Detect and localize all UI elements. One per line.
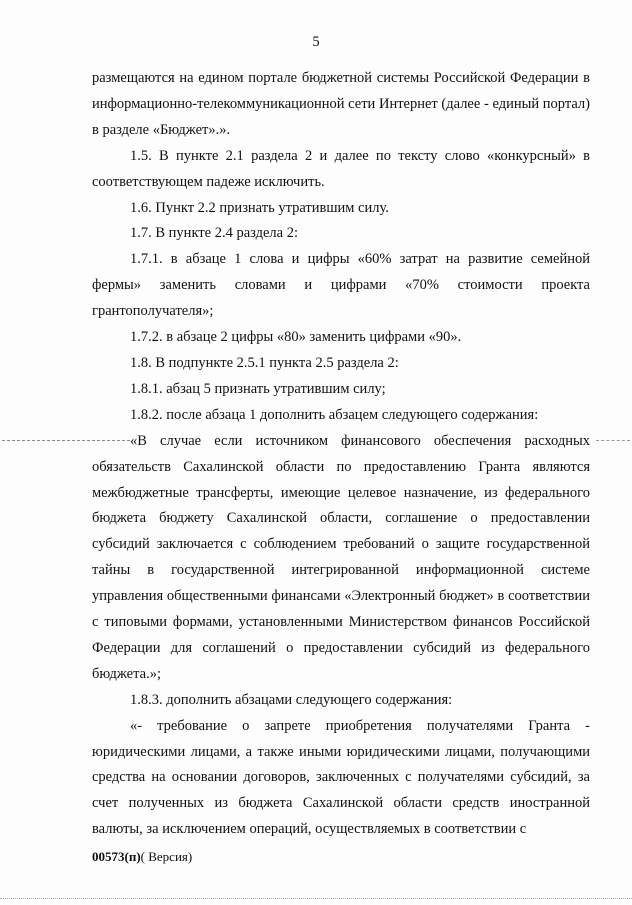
paragraph: размещаются на едином портале бюджетной системы Российской Федерации в информационно-телекоммуникационной сети Интернет (далее - единый портал) в разделе «Бюджет».». xyxy=(92,70,590,138)
paragraph: «В случае если источником финансового обеспечения расходных обязательств Сахалинской области по предоставлению Гранта являются межбюджетные трансферты, имеющие целевое назначение, из федерального бюджета бюджету Сахалинской области, соглашение о предоставлении субсидий заключается с соблюдением требований о защите государственной тайны в государственной интегрированной информационной системе управления общественными финансами «Электронный бюджет» в соответствии с типовыми формами, установленными Министерством финансов Российской Федерации для соглашений о предоставлении субсидий из федерального бюджета.»; xyxy=(92,432,590,682)
document-body xyxy=(92,66,590,843)
paragraph: 1.5. В пункте 2.1 раздела 2 и далее по тексту слово «конкурсный» в соответствующем падеже исключить. xyxy=(92,147,590,190)
scan-artifact-line xyxy=(596,440,630,441)
page-number: 5 xyxy=(312,34,320,50)
paragraph: 1.8.2. после абзаца 1 дополнить абзацем следующего содержания: xyxy=(130,406,539,423)
paragraph: 1.7.2. в абзаце 2 цифры «80» заменить цифрами «90». xyxy=(130,329,462,346)
document-footer xyxy=(92,849,192,865)
paragraph: «- требование о запрете приобретения получателями Гранта - юридическими лицами, а также иными юридическими лицами, получающими средства на основании договоров, заключенных с получателями субсидий, за счет полученных из бюджета Сахалинской области средств иностранной валюты, за исключением операций, осуществляемых в соответствии с xyxy=(92,717,590,838)
paragraph: 1.8.1. абзац 5 признать утратившим силу; xyxy=(130,380,386,397)
paragraph: 1.8.3. дополнить абзацами следующего содержания: xyxy=(130,691,453,708)
paragraph: 1.7. В пункте 2.4 раздела 2: xyxy=(130,225,298,242)
paragraph: 1.6. Пункт 2.2 признать утратившим силу. xyxy=(130,199,389,216)
paragraph: 1.7.1. в абзаце 1 слова и цифры «60% затрат на развитие семейной фермы» заменить словами и цифрами «70% стоимости проекта грантополучателя»; xyxy=(92,251,590,320)
paragraph: 1.8. В подпункте 2.5.1 пункта 2.5 раздела 2: xyxy=(130,354,399,371)
document-version: ( Версия) xyxy=(140,849,193,864)
scan-artifact-line xyxy=(0,898,632,899)
document-code: 00573(п) xyxy=(92,849,141,864)
